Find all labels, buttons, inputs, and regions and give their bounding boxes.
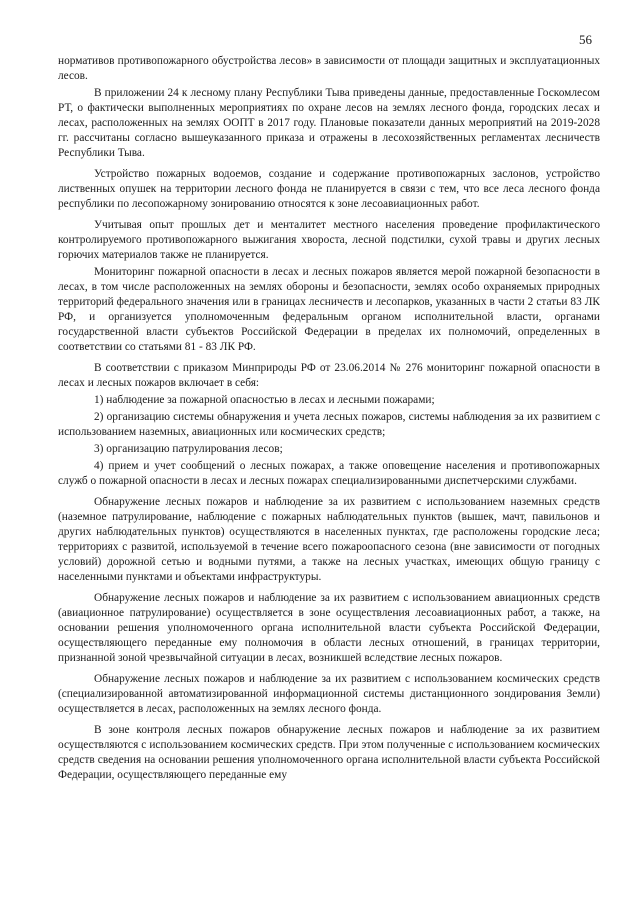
paragraph: В приложении 24 к лесному плану Республики Тыва приведены данные, предоставленные Госкомлесом РТ, о фактически выполненных мероприятиях по охране лесов на землях лесного фонда, городских лесах и лесах, расположенных на землях ООПТ в 2017 году. Плановые показатели данных мероприятий на 2019-2028 гг. рассчитаны согласно вышеуказанного приказа и отражены в лесохозяйственных регламентах лесничеств Республики Тыва.: [58, 87, 600, 159]
paragraph: В зоне контроля лесных пожаров обнаружение лесных пожаров и наблюдение за их развитием осуществляются с использованием космических средств. При этом полученные с использованием космических средств сведения на основании решения уполномоченного органа исполнительной власти субъекта Российской Федерации, осуществляющего переданные ему: [58, 724, 600, 781]
page-number: 56: [579, 32, 592, 47]
paragraph: Обнаружение лесных пожаров и наблюдение за их развитием с использованием космических средств (специализированной автоматизированной информационной системы дистанционного зондирования Земли) осуществляется в лесах, расположенных на землях лесного фонда.: [58, 673, 600, 715]
document-body: [58, 54, 600, 785]
paragraph: Устройство пожарных водоемов, создание и содержание противопожарных заслонов, устройство лиственных опушек на территории лесного фонда не планируется в связи с тем, что все леса лесного фонда республики по лесопожарному зонированию относятся к зоне лесоавиационных работ.: [58, 168, 600, 210]
list-item: 3) организацию патрулирования лесов;: [94, 443, 283, 455]
list-item: 1) наблюдение за пожарной опасностью в лесах и лесными пожарами;: [94, 394, 435, 406]
paragraph: нормативов противопожарного обустройства лесов» в зависимости от площади защитных и эксплуатационных лесов.: [58, 55, 600, 82]
paragraph: В соответствии с приказом Минприроды РФ от 23.06.2014 № 276 мониторинг пожарной опасности в лесах и лесных пожаров включает в себя:: [58, 362, 600, 389]
list-item: 4) прием и учет сообщений о лесных пожарах, а также оповещение населения и противопожарных служб о пожарной опасности в лесах и лесных пожарах специализированными диспетчерскими службами.: [58, 460, 600, 487]
list-item: 2) организацию системы обнаружения и учета лесных пожаров, системы наблюдения за их развитием с использованием наземных, авиационных или космических средств;: [58, 411, 600, 438]
paragraph: Обнаружение лесных пожаров и наблюдение за их развитием с использованием наземных средств (наземное патрулирование, наблюдение с пожарных наблюдательных пунктов (вышек, мачт, павильонов и других наблюдательных пунктов) осуществляются в населенных пунктах, где расположены городские леса; территориях с развитой, используемой в течение всего пожароопасного сезона (вне зависимости от погодных условий) дорожной сетью и водными путями, а также на лесных участках, имеющих общую границу с населенными пунктами и объектами инфраструктуры.: [58, 496, 600, 583]
paragraph: Учитывая опыт прошлых дет и менталитет местного населения проведение профилактического контролируемого противопожарного выжигания хвороста, лесной подстилки, сухой травы и других лесных горючих материалов также не планируется.: [58, 219, 600, 261]
paragraph: Обнаружение лесных пожаров и наблюдение за их развитием с использованием авиационных средств (авиационное патрулирование) осуществляется в зоне осуществления лесоавиационных работ, а также, на основании решения уполномоченного органа исполнительной власти субъекта Российской Федерации, осуществляющего переданные ему полномочия в области лесных отношений, в границах территории, признанной зоной чрезвычайной ситуации в лесах, возникшей вследствие лесных пожаров.: [58, 592, 600, 664]
paragraph: Мониторинг пожарной опасности в лесах и лесных пожаров является мерой пожарной безопасности в лесах, в том числе расположенных на землях обороны и безопасности, землях особо охраняемых природных территорий федерального значения или в границах лесничеств и лесопарков, указанных в части 2 статьи 83 ЛК РФ, и организуется уполномоченным федеральным органом исполнительной власти, органами государственной власти субъектов Российской Федерации в пределах их полномочий, определенных в соответствии со статьями 81 - 83 ЛК РФ.: [58, 266, 600, 353]
